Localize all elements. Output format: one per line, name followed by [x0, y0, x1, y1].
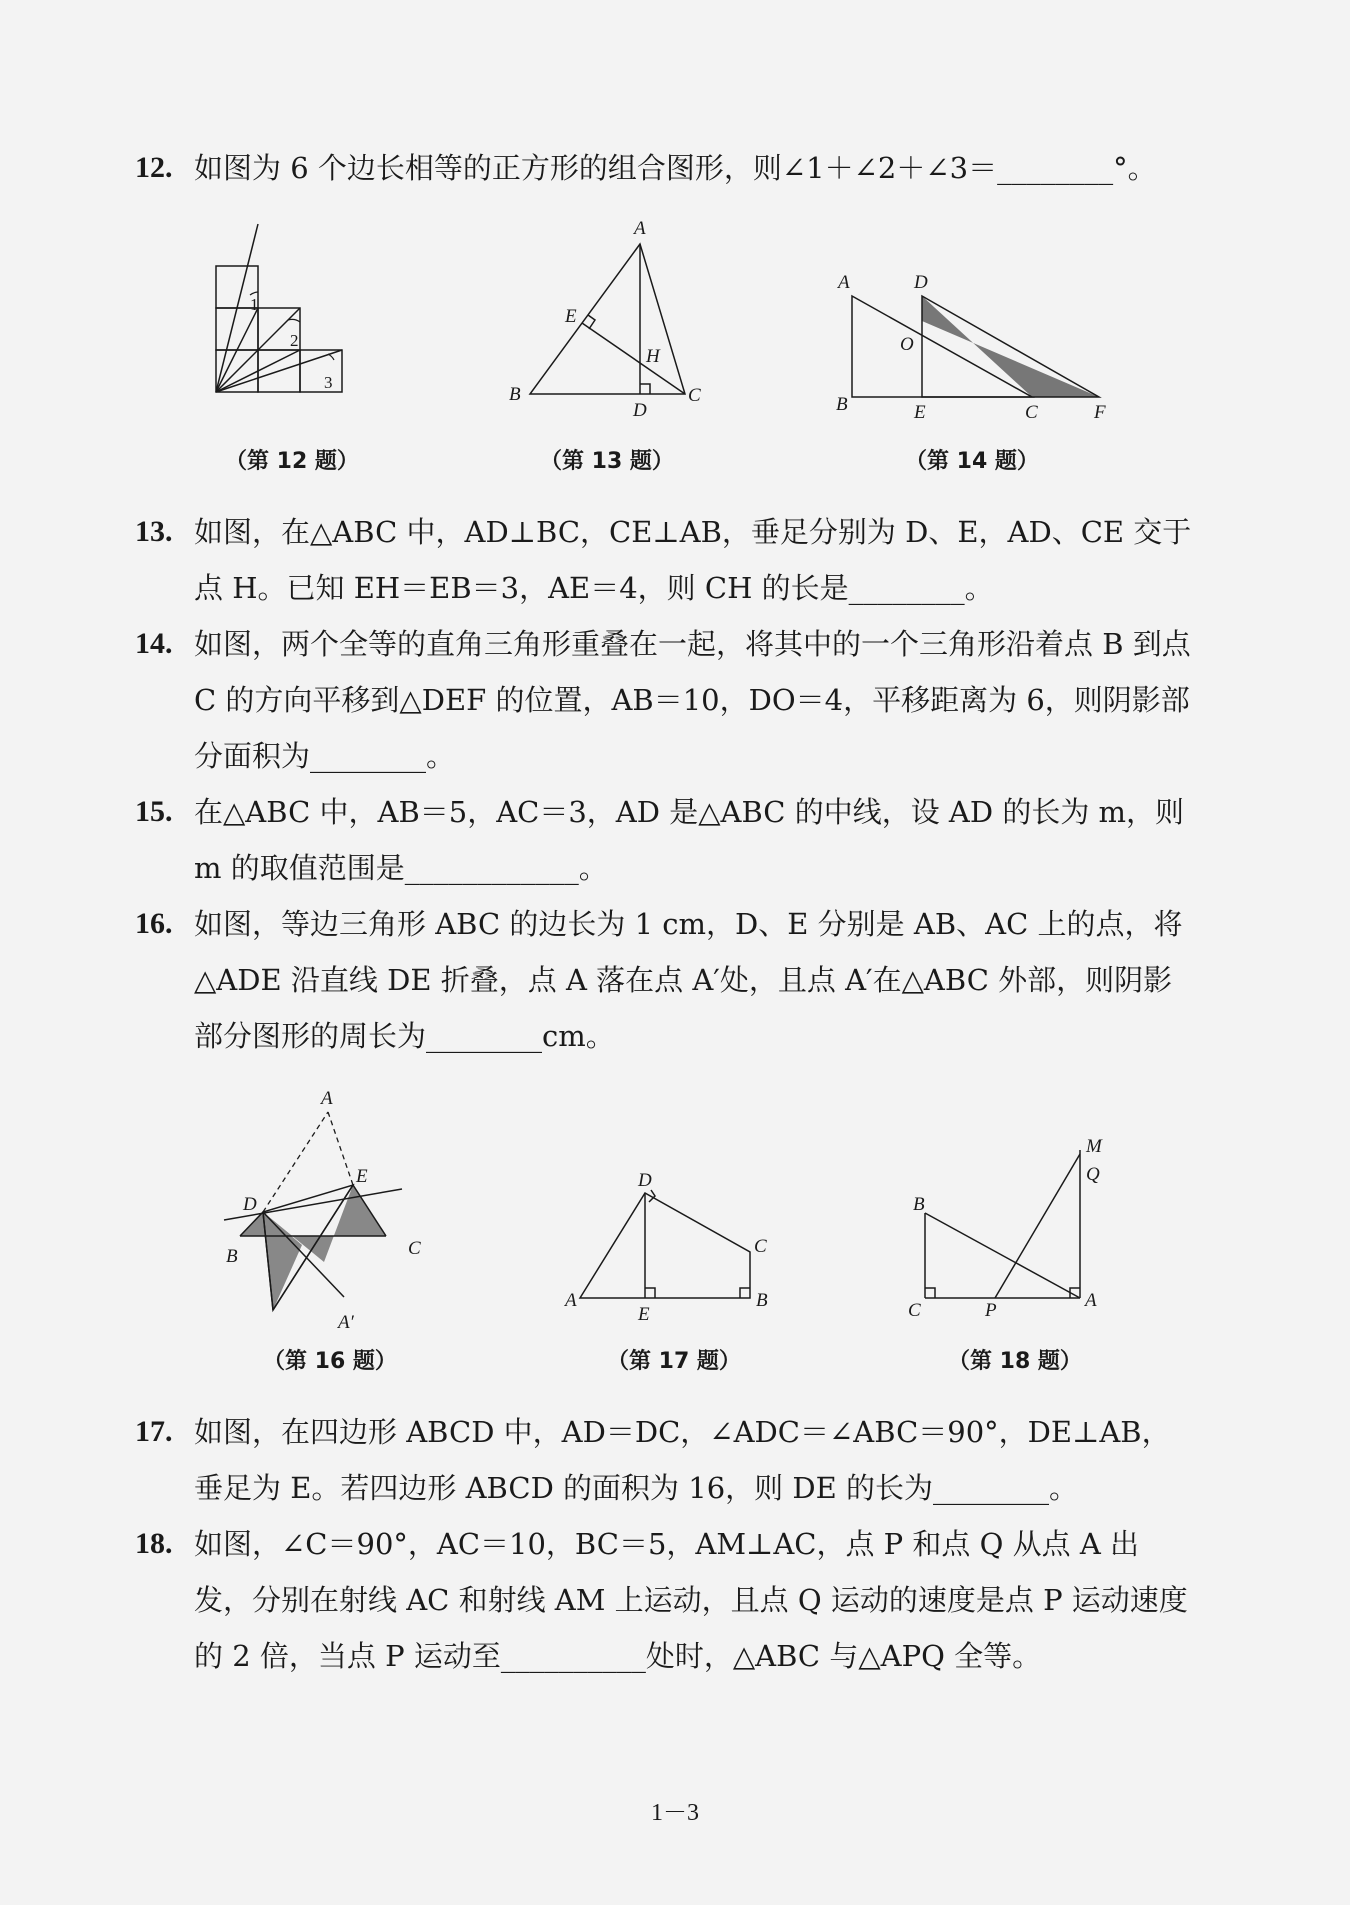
caption-fig16: （第 16 题） — [263, 1349, 397, 1374]
label-C: C — [754, 1236, 767, 1257]
question-16 — [135, 896, 1195, 1064]
question-text: 如图，在四边形 ABCD 中，AD＝DC，∠ADC＝∠ABC＝90°，DE⊥AB，垂足为 E。若四边形 ABCD 的面积为 16，则 DE 的长为________。 — [194, 1415, 1171, 1505]
label-C: C — [1025, 402, 1038, 423]
question-number: 12. — [135, 151, 173, 184]
label-B: B — [226, 1246, 238, 1267]
label-C: C — [688, 385, 701, 406]
question-text: 如图，在△ABC 中，AD⊥BC，CE⊥AB，垂足分别为 D、E，AD、CE 交于点 H。已知 EH＝EB＝3，AE＝4，则 CH 的长是________。 — [194, 515, 1192, 605]
question-number: 17. — [135, 1415, 173, 1448]
caption-fig12: （第 12 题） — [225, 449, 359, 474]
label-A: A — [634, 218, 646, 239]
label-C: C — [908, 1300, 921, 1321]
question-number: 15. — [135, 795, 173, 828]
page-number: 1－3 — [651, 1800, 699, 1826]
label-B: B — [913, 1194, 925, 1215]
question-text: 如图，两个全等的直角三角形重叠在一起，将其中的一个三角形沿着点 B 到点 C 的方向平移到△DEF 的位置，AB＝10，DO＝4，平移距离为 6，则阴影部分面积为________。 — [194, 627, 1191, 773]
label-Q: Q — [1086, 1164, 1100, 1185]
label-M: M — [1086, 1136, 1102, 1157]
label-H: H — [646, 346, 660, 367]
question-text: 如图为 6 个边长相等的正方形的组合图形，则∠1＋∠2＋∠3＝________°。 — [194, 151, 1157, 185]
question-number: 14. — [135, 627, 173, 660]
question-15 — [135, 784, 1195, 896]
question-number: 16. — [135, 907, 173, 940]
figure-17 — [565, 1168, 785, 1328]
label-B: B — [836, 394, 848, 415]
label-E: E — [565, 306, 577, 327]
figure-14 — [826, 266, 1126, 426]
label-D: D — [914, 272, 928, 293]
label-P: P — [985, 1300, 997, 1321]
label-A: A — [1085, 1290, 1097, 1311]
caption-fig14: （第 14 题） — [905, 449, 1039, 474]
question-text: 在△ABC 中，AB＝5，AC＝3，AD 是△ABC 的中线，设 AD 的长为 m，则 m 的取值范围是____________。 — [194, 795, 1185, 885]
caption-fig18: （第 18 题） — [948, 1349, 1082, 1374]
label-A-prime: A′ — [338, 1312, 354, 1333]
label-A: A — [838, 272, 850, 293]
caption-fig17: （第 17 题） — [607, 1349, 741, 1374]
label-O: O — [900, 334, 914, 355]
question-14 — [135, 616, 1195, 784]
label-E: E — [638, 1304, 650, 1325]
caption-fig13: （第 13 题） — [540, 449, 674, 474]
figure-18 — [905, 1130, 1135, 1330]
question-18 — [135, 1516, 1195, 1684]
label-E: E — [914, 402, 926, 423]
label-A: A — [321, 1088, 333, 1109]
label-B: B — [756, 1290, 768, 1311]
label-B: B — [509, 384, 521, 405]
question-12 — [135, 140, 1195, 196]
question-17 — [135, 1404, 1195, 1516]
angle-label-1: 1 — [250, 295, 259, 314]
angle-label-3: 3 — [324, 373, 333, 392]
figure-12 — [210, 262, 380, 422]
label-D: D — [243, 1194, 257, 1215]
figure-13 — [505, 218, 705, 421]
figure-16 — [220, 1088, 440, 1333]
question-number: 13. — [135, 515, 173, 548]
label-D: D — [638, 1170, 652, 1191]
label-A: A — [565, 1290, 577, 1311]
label-E: E — [356, 1166, 368, 1187]
question-number: 18. — [135, 1527, 173, 1560]
angle-label-2: 2 — [290, 331, 299, 350]
label-F: F — [1094, 402, 1106, 423]
question-13 — [135, 504, 1195, 616]
question-text: 如图，等边三角形 ABC 的边长为 1 cm，D、E 分别是 AB、AC 上的点，将△ADE 沿直线 DE 折叠，点 A 落在点 A′处，且点 A′在△ABC 外部，则阴影部分图形的周长为________cm。 — [194, 907, 1183, 1053]
question-text: 如图，∠C＝90°，AC＝10，BC＝5，AM⊥AC，点 P 和点 Q 从点 A 出发，分别在射线 AC 和射线 AM 上运动，且点 Q 运动的速度是点 P 运动速度的 2 倍，当点 P 运动至__________处时，△ABC 与△APQ 全等。 — [194, 1527, 1188, 1673]
label-D: D — [633, 400, 647, 421]
label-C: C — [408, 1238, 421, 1259]
